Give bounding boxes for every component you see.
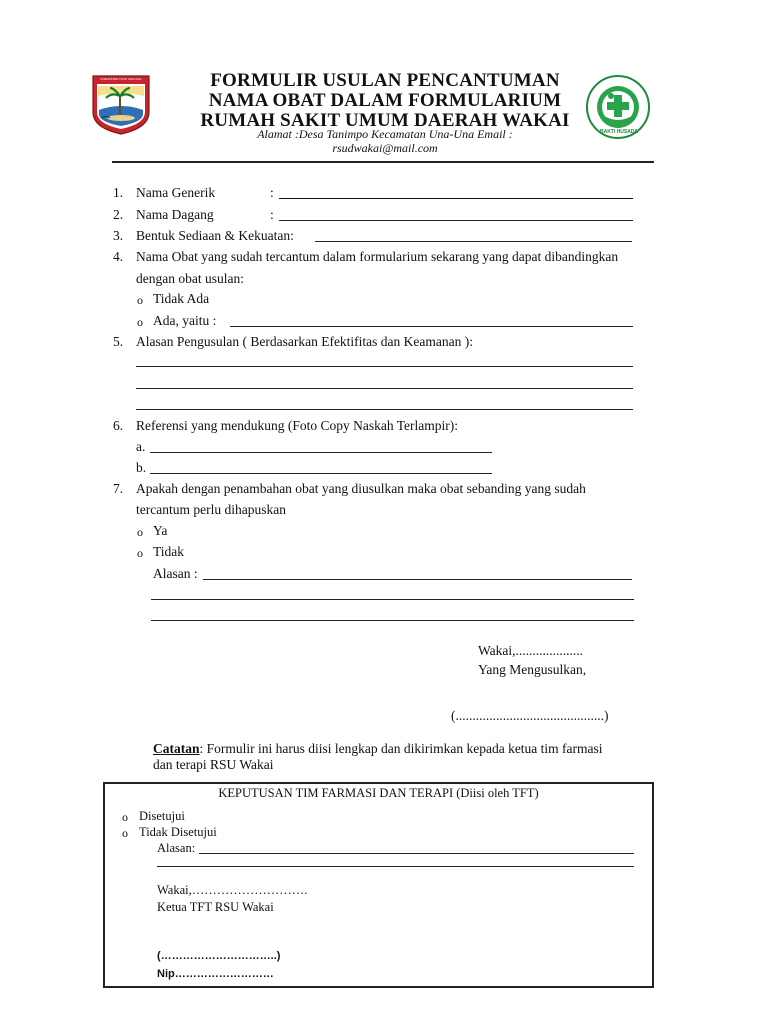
form-title-line-2: NAMA OBAT DALAM FORMULARIUM (208, 90, 562, 111)
reference-b-label: b. (136, 460, 147, 475)
note-text-line-2: dan terapi RSU Wakai (153, 757, 274, 772)
reference-a-label: a. (136, 439, 146, 454)
deletion-reason-line-2[interactable] (151, 599, 634, 600)
form-title-line-1: FORMULIR USULAN PENCANTUMAN (210, 70, 560, 91)
item-4-text-line-2: dengan obat usulan: (136, 271, 244, 286)
address-line-2: rsudwakai@mail.com (332, 141, 438, 155)
item-3-label: Bentuk Sediaan & Kekuatan: (136, 228, 294, 243)
item-7-option-no: Tidak (153, 544, 185, 559)
item-4-text-line-1: Nama Obat yang sudah tercantum dalam formularium sekarang yang dapat dibandingkan (136, 249, 619, 264)
trade-name-field[interactable] (279, 220, 633, 221)
item-1-number: 1. (113, 185, 124, 200)
item-4-option-yes-bullet[interactable]: o (137, 315, 143, 329)
item-7-option-no-bullet[interactable]: o (137, 546, 143, 560)
item-4-option-none: Tidak Ada (153, 291, 210, 306)
item-4-number: 4. (113, 249, 124, 264)
reference-a-field[interactable] (150, 452, 492, 453)
signature-role: Yang Mengusulkan, (478, 662, 587, 677)
decision-signature-name[interactable]: (…………………………..) (157, 950, 281, 962)
item-7-reason-label: Alasan : (153, 566, 198, 581)
item-6-number: 6. (113, 418, 124, 433)
item-3-number: 3. (113, 228, 124, 243)
decision-reason-label: Alasan: (157, 841, 196, 855)
decision-title: KEPUTUSAN TIM FARMASI DAN TERAPI (Diisi oleh TFT) (218, 786, 539, 800)
item-7-number: 7. (113, 481, 124, 496)
item-1-label: Nama Generik (136, 185, 216, 200)
item-4-option-yes: Ada, yaitu : (153, 313, 217, 328)
decision-rejected: Tidak Disetujui (139, 825, 217, 839)
note-label: Catatan (153, 741, 200, 756)
decision-role: Ketua TFT RSU Wakai (157, 900, 274, 914)
generic-name-field[interactable] (279, 198, 633, 199)
form-title-line-3: RUMAH SAKIT UMUM DAERAH WAKAI (200, 110, 570, 131)
header-divider (112, 161, 654, 163)
item-5-number: 5. (113, 334, 124, 349)
item-7-text-line-1: Apakah dengan penambahan obat yang diusulkan maka obat sebanding yang sudah (136, 481, 586, 496)
item-7-option-yes: Ya (153, 523, 168, 538)
decision-approved: Disetujui (139, 809, 185, 823)
bakti-husada-text: BAKTI HUSADA (599, 129, 639, 135)
item-2-number: 2. (113, 207, 124, 222)
reference-b-field[interactable] (150, 473, 492, 474)
address-line-1: Alamat :Desa Tanimpo Kecamatan Una-Una Email : (257, 127, 513, 141)
item-1-colon: : (270, 185, 274, 200)
reason-line-2[interactable] (136, 388, 633, 389)
decision-reason-line-1[interactable] (199, 853, 634, 854)
note-text-line-1: : Formulir ini harus diisi lengkap dan dikirimkan kepada ketua tim farmasi (199, 741, 603, 756)
item-6-text: Referensi yang mendukung (Foto Copy Naskah Terlampir): (136, 418, 458, 433)
item-7-text-line-2: tercantum perlu dihapuskan (136, 502, 286, 517)
decision-approved-bullet[interactable]: o (122, 810, 128, 824)
item-2-colon: : (270, 207, 274, 222)
deletion-reason-line-1[interactable] (203, 579, 632, 580)
item-2-label: Nama Dagang (136, 207, 214, 222)
decision-nip[interactable]: Nip……………………… (157, 968, 274, 980)
item-7-option-yes-bullet[interactable]: o (137, 525, 143, 539)
comparable-drug-field[interactable] (230, 326, 633, 327)
item-4-option-none-bullet[interactable]: o (137, 293, 143, 307)
reason-line-3[interactable] (136, 409, 633, 410)
decision-rejected-bullet[interactable]: o (122, 826, 128, 840)
signature-place-date: Wakai,.................... (478, 643, 584, 658)
regency-logo (90, 72, 152, 136)
item-5-text: Alasan Pengusulan ( Berdasarkan Efektifitas dan Keamanan ): (136, 334, 474, 349)
reason-line-1[interactable] (136, 366, 633, 367)
decision-reason-line-2[interactable] (157, 866, 634, 867)
dosage-strength-field[interactable] (315, 241, 632, 242)
decision-place-date: Wakai,………………………. (157, 883, 308, 897)
deletion-reason-line-3[interactable] (151, 620, 634, 621)
regency-logo-text: KABUPATEN TOJO UNA-UNA (100, 77, 142, 81)
signature-name-field[interactable]: (............................................) (451, 708, 609, 723)
